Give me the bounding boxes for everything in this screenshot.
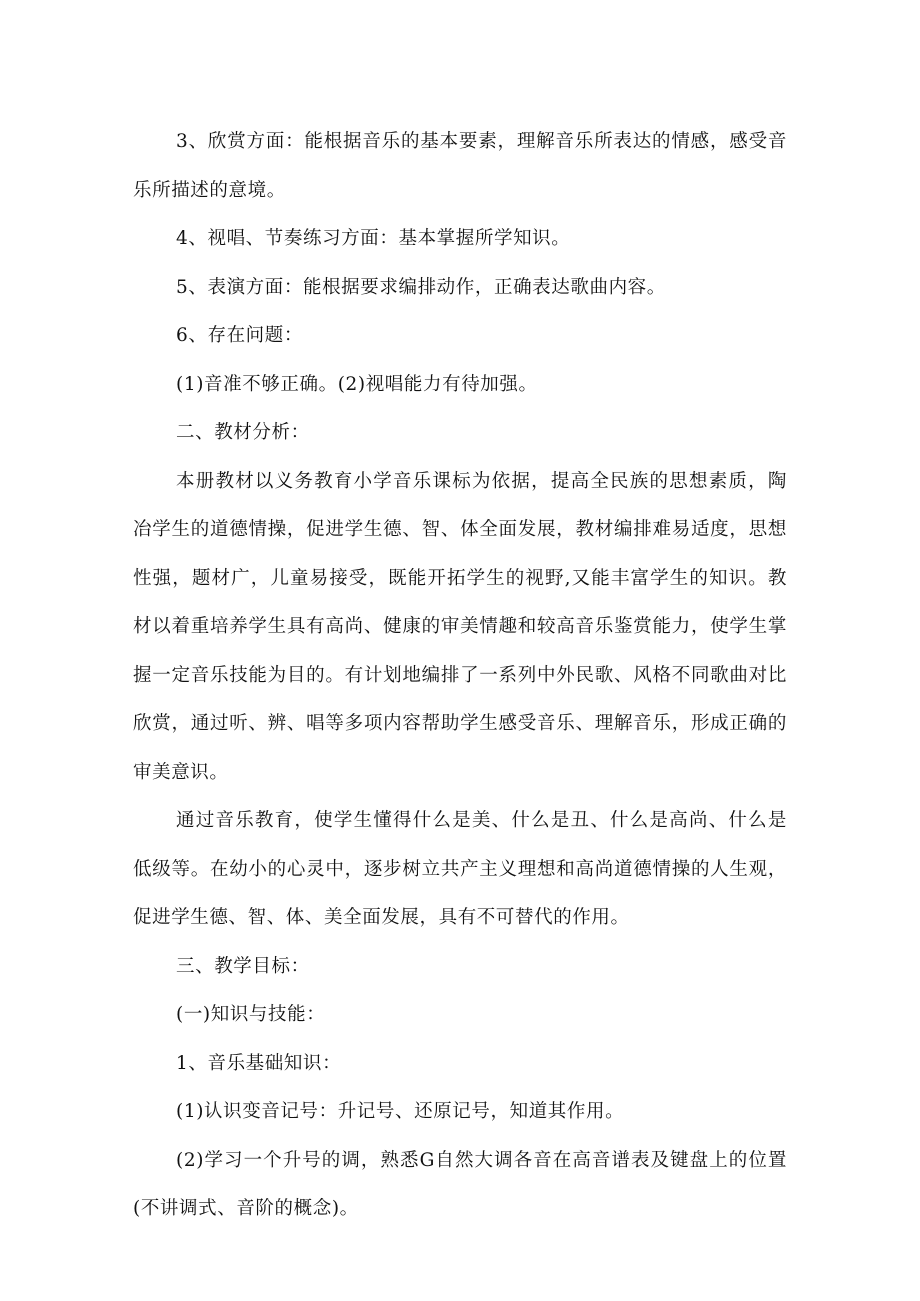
document-page (133, 118, 787, 1234)
paragraph-performance: 5、表演方面：能根据要求编排动作，正确表达歌曲内容。 (176, 276, 666, 298)
paragraph-music-education: 通过音乐教育，使学生懂得什么是美、什么是丑、什么是高尚、什么是低级等。在幼小的心灵中，逐步树立共产主义理想和高尚道德情操的人生观，促进学生德、智、体、美全面发展，具有不可替代的作用。 (133, 810, 787, 928)
paragraph-accidentals: (1)认识变音记号：升记号、还原记号，知道其作用。 (176, 1101, 625, 1122)
heading-knowledge-skills: (一)知识与技能： (176, 1004, 326, 1025)
paragraph-appreciation: 3、欣赏方面：能根据音乐的基本要素，理解音乐所表达的情感，感受音乐所描述的意境。 (133, 131, 787, 201)
paragraph-g-major: (2)学习一个升号的调，熟悉G自然大调各音在高音谱表及键盘上的位置(不讲调式、音阶的概念)。 (133, 1149, 787, 1219)
heading-music-basics: 1、音乐基础知识： (176, 1052, 342, 1074)
paragraph-existing-problems: 6、存在问题： (176, 325, 303, 346)
heading-textbook-analysis: 二、教材分析： (176, 422, 310, 443)
paragraph-sight-singing: 4、视唱、节奏练习方面：基本掌握所学知识。 (176, 228, 571, 249)
heading-teaching-goals: 三、教学目标： (176, 955, 310, 977)
paragraph-problems-list: (1)音准不够正确。(2)视唱能力有待加强。 (176, 373, 538, 395)
paragraph-textbook-description: 本册教材以义务教育小学音乐课标为依据，提高全民族的思想素质，陶冶学生的道德情操，促进学生德、智、体全面发展，教材编排难易适度，思想性强，题材广，儿童易接受，既能开拓学生的视野,又能丰富学生的知识。教材以着重培养学生具有高尚、健康的审美情趣和较高音乐鉴赏能力，使学生掌握一定音乐技能为目的。有计划地编排了一系列中外民歌、风格不同歌曲对比欣赏，通过听、辨、唱等多项内容帮助学生感受音乐、理解音乐，形成正确的审美意识。 (133, 470, 787, 783)
